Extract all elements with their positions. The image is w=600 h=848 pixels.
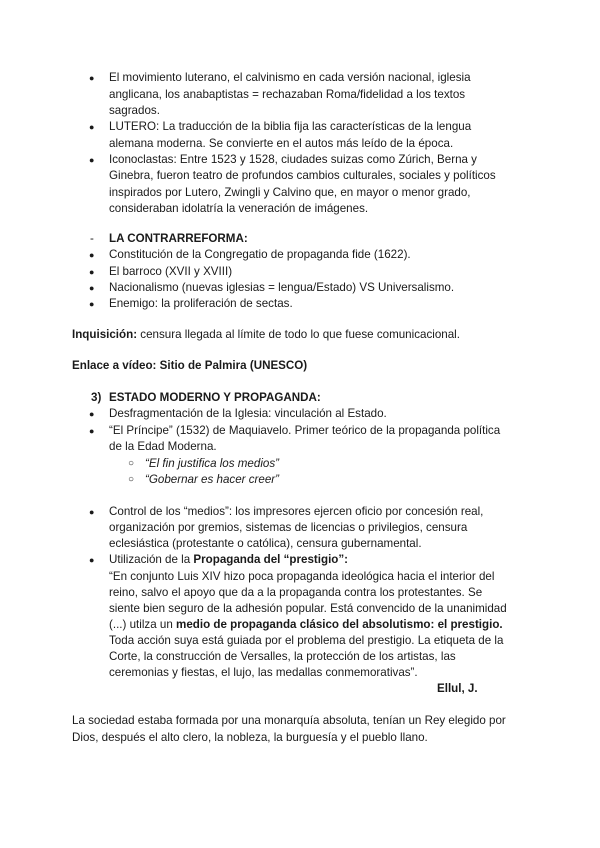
list-item: Constitución de la Congregatio de propaganda fide (1622). — [109, 248, 411, 261]
paragraph-line: Dios, después el alto clero, la nobleza, la burguesía y el pueblo llano. — [72, 731, 428, 744]
bullet-icon: ● — [89, 73, 95, 83]
text-line: inspirados por Lutero, Zwingli y Calvino que, en mayor o menor grado, — [109, 186, 471, 199]
section-number: 3) — [91, 391, 102, 404]
section-heading: ESTADO MODERNO Y PROPAGANDA: — [109, 391, 321, 404]
text-line: de la Edad Moderna. — [109, 440, 217, 453]
sub-list-item: “Gobernar es hacer creer” — [145, 473, 280, 486]
bullet-icon: ● — [89, 122, 95, 132]
text-line: organización por gremios, sistemas de licencias o privilegios, censura — [109, 521, 468, 534]
text-line: sagrados. — [109, 104, 160, 117]
text-line: “El Príncipe” (1532) de Maquiavelo. Primer teórico de la propaganda política — [109, 424, 501, 437]
quote-line: Toda acción suya está guiada por el problema del prestigio. La etiqueta de la — [109, 634, 504, 647]
list-item: Enemigo: la proliferación de sectas. — [109, 297, 293, 310]
text-line: anglicana, los anabaptistas = rechazaban Roma/fidelidad a los textos — [109, 88, 466, 101]
section-heading: LA CONTRARREFORMA: — [109, 232, 248, 245]
quote-line: ceremonias y fiestas, el lujo, las medallas conmemorativas”. — [109, 666, 418, 679]
dash-marker: - — [90, 232, 94, 245]
text-line: consideraban idolatría la veneración de imágenes. — [109, 202, 369, 215]
item-bold-title: Propaganda del “prestigio”: — [193, 553, 349, 566]
quote-prefix: (...) utilza un — [109, 618, 177, 631]
bullet-icon: ● — [89, 409, 95, 419]
bullet-icon: ● — [89, 507, 95, 517]
paragraph-line: La sociedad estaba formada por una monarquía absoluta, tenían un Rey elegido por — [72, 714, 506, 727]
sub-list-item: “El fin justifica los medios” — [145, 457, 280, 470]
list-item: El barroco (XVII y XVIII) — [109, 265, 233, 278]
bullet-icon: ● — [89, 267, 95, 277]
text-line: alemana moderna. Se convierte en el autos más leído de la época. — [109, 137, 454, 150]
bullet-icon: ● — [89, 426, 95, 436]
quote-bold: medio de propaganda clásico del absolutismo: el prestigio. — [176, 618, 503, 631]
quote-author: Ellul, J. — [437, 682, 478, 695]
bullet-icon: ● — [89, 283, 95, 293]
inquisicion-text: censura llegada al límite de todo lo que fuese comunicacional. — [140, 328, 460, 341]
list-item: Desfragmentación de la Iglesia: vinculación al Estado. — [109, 407, 387, 420]
quote-line: “En conjunto Luis XIV hizo poca propaganda ideológica hacia el interior del — [109, 570, 495, 583]
quote-line: siente bien seguro de la adhesión popular. Está convencido de la unanimidad — [109, 602, 507, 615]
list-item: Nacionalismo (nuevas iglesias = lengua/Estado) VS Universalismo. — [109, 281, 455, 294]
bullet-icon: ● — [89, 250, 95, 260]
text-line: Control de los “medios”: los impresores ejercen oficio por concesión real, — [109, 505, 484, 518]
list-item — [109, 552, 348, 568]
bullet-icon: ● — [89, 555, 95, 565]
quote-line — [109, 617, 503, 633]
video-link-text[interactable]: Enlace a vídeo: Sitio de Palmira (UNESCO) — [72, 359, 308, 372]
text-line: Iconoclastas: Entre 1523 y 1528, ciudades suizas como Zúrich, Berna y — [109, 153, 477, 166]
inquisicion-label: Inquisición: — [72, 328, 138, 341]
inquisicion-paragraph — [72, 327, 460, 343]
circle-bullet-icon: ○ — [128, 458, 135, 469]
text-line: LUTERO: La traducción de la biblia fija las características de la lengua — [109, 120, 472, 133]
item-prefix: Utilización de la — [109, 553, 194, 566]
text-line: eclesiástica (protestante o católica), censura gubernamental. — [109, 537, 422, 550]
text-line: El movimiento luterano, el calvinismo en cada versión nacional, iglesia — [109, 71, 471, 84]
quote-line: reino, salvo el apoyo que da a la propaganda contra los protestantes. Se — [109, 586, 483, 599]
bullet-icon: ● — [89, 299, 95, 309]
bullet-icon: ● — [89, 155, 95, 165]
quote-line: Corte, la construcción de Versalles, la protección de los artistas, las — [109, 650, 456, 663]
text-line: Ginebra, fueron teatro de profundos cambios culturales, sociales y políticos — [109, 169, 496, 182]
circle-bullet-icon: ○ — [128, 474, 135, 485]
